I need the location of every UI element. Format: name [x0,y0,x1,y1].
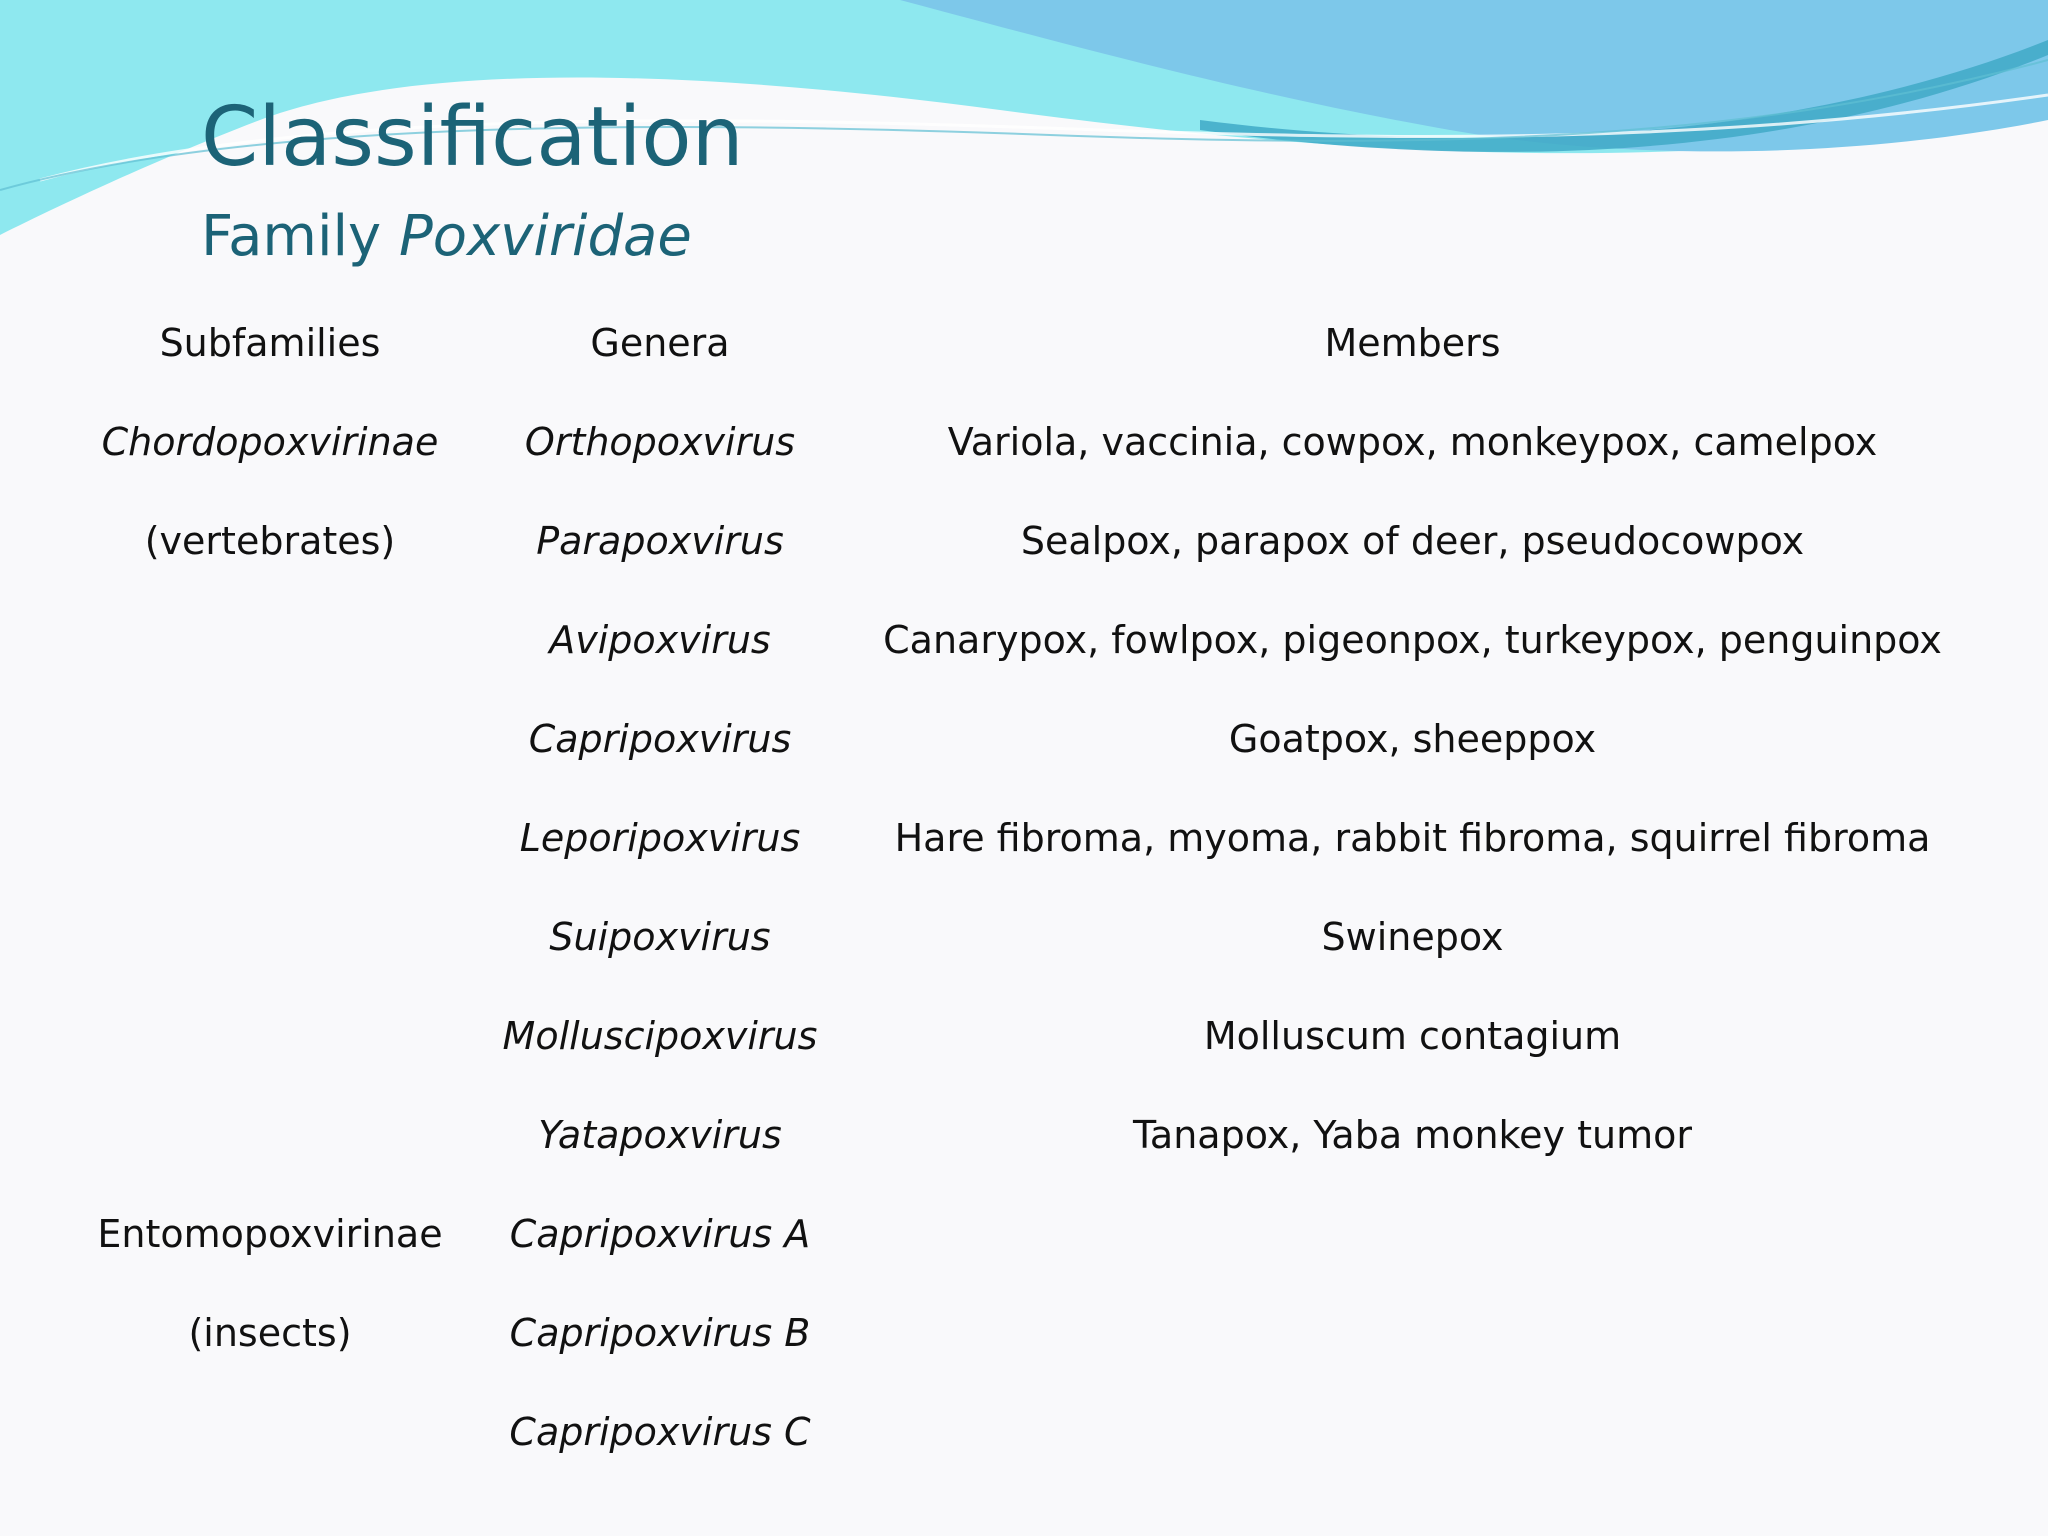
members-cell: Molluscum contagium [1203,1014,1622,1058]
genus-cell: Avipoxvirus [549,618,771,662]
members-cell [850,1185,1975,1284]
subfamily-cell [70,789,470,888]
genus-cell: Capripoxvirus C [509,1410,811,1454]
subtitle-family-name: Poxviridae [399,204,692,269]
slide-title: Classification [201,90,744,185]
subfamily-cell [70,1086,470,1185]
subtitle-prefix: Family [201,204,399,269]
genus-cell: Yatapoxvirus [538,1113,782,1157]
members-cell: Variola, vaccinia, cowpox, monkeypox, camelpox [947,420,1878,464]
header-members: Members [1324,321,1501,365]
members-cell: Hare fibroma, myoma, rabbit fibroma, squirrel fibroma [894,816,1931,860]
members-cell: Goatpox, sheeppox [1228,717,1597,761]
header-subfamilies: Subfamilies [159,321,381,365]
slide-subtitle [201,200,692,274]
members-cell: Sealpox, parapox of deer, pseudocowpox [1020,519,1805,563]
members-cell: Tanapox, Yaba monkey tumor [1133,1113,1692,1157]
genus-cell: Capripoxvirus [528,717,792,761]
subfamily-cell [70,987,470,1086]
members-cell [850,1284,1975,1383]
genus-cell: Capripoxvirus A [509,1212,811,1256]
genus-cell: Parapoxvirus [536,519,784,563]
genus-cell: Suipoxvirus [549,915,771,959]
subfamily-cell [70,1383,470,1482]
subfamily-cell [70,591,470,690]
subfamily-cell: Chordopoxvirinae [101,420,439,464]
subfamily-cell [70,888,470,987]
subfamily-cell: (insects) [188,1311,352,1355]
members-cell: Canarypox, fowlpox, pigeonpox, turkeypox, penguinpox [883,618,1942,662]
genus-cell: Capripoxvirus B [509,1311,811,1355]
members-cell [850,1383,1975,1482]
subfamily-cell: Entomopoxvirinae [97,1212,443,1256]
genus-cell: Molluscipoxvirus [502,1014,818,1058]
genus-cell: Orthopoxvirus [524,420,796,464]
subfamily-cell: (vertebrates) [144,519,396,563]
header-genera: Genera [590,321,730,365]
genus-cell: Leporipoxvirus [519,816,801,860]
members-cell: Swinepox [1321,915,1504,959]
subfamily-cell [70,690,470,789]
